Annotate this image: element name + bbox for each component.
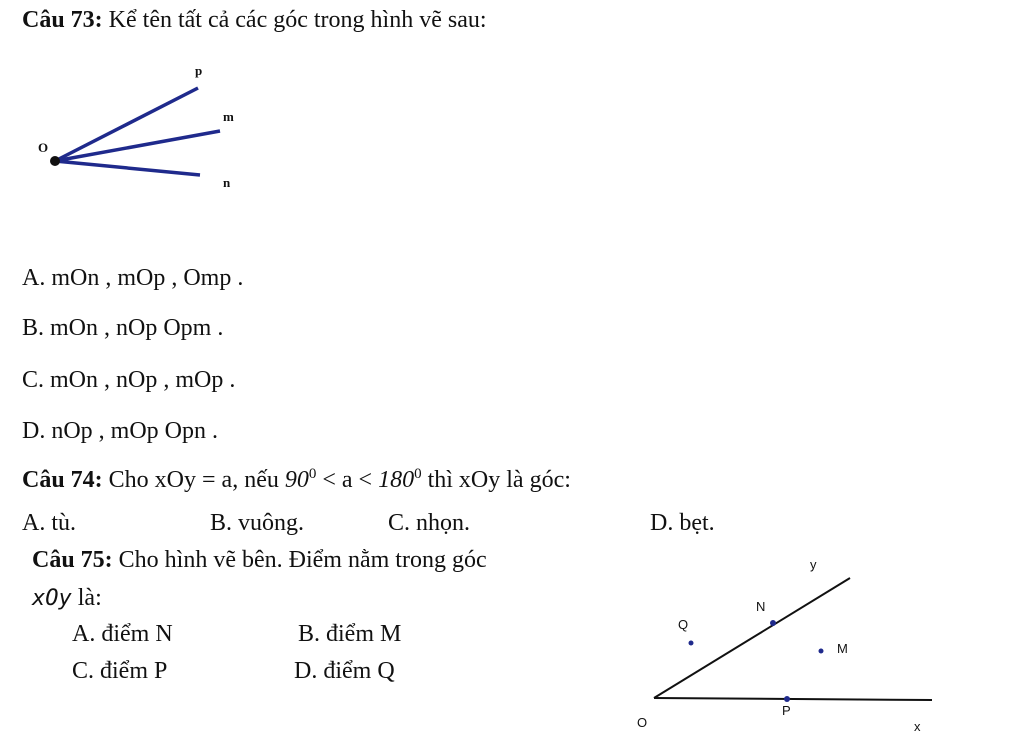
q75-option-c: C. điểm P (72, 658, 168, 684)
q74-text-a: Cho xOy = a, nếu (108, 467, 279, 493)
q74-sup-90: 0 (308, 466, 317, 482)
q73-option-c: C. mOn , nOp , mOp . (22, 367, 236, 393)
label-n: n (223, 175, 231, 190)
q74-sup-180: 0 (414, 466, 422, 482)
point-m-dot (819, 649, 824, 654)
q73-label: Câu 73: (22, 7, 103, 33)
label-y: y (810, 557, 817, 572)
q73-option-b: B. mOn , nOp Opm . (22, 315, 224, 341)
ray-on (55, 161, 200, 175)
q74-num-180: 180 (378, 467, 415, 493)
ray-op (55, 88, 198, 161)
ray-oy (654, 578, 850, 698)
vertex-o (50, 156, 60, 166)
q75-text: Cho hình vẽ bên. Điểm nằm trong góc (118, 547, 487, 573)
q74-question (22, 466, 571, 494)
q75-figure (637, 553, 940, 738)
q74-text-b: thì xOy là góc: (427, 467, 571, 493)
label-o: O (38, 140, 49, 155)
q73-option-d: D. nOp , mOp Opn . (22, 418, 218, 444)
label-m: m (223, 109, 234, 124)
q74-inequality: < a < (322, 467, 373, 493)
point-q-dot (689, 641, 694, 646)
q74-option-c: C. nhọn. (388, 510, 471, 536)
q74-num-90: 90 (284, 467, 309, 493)
point-p-dot (784, 696, 790, 702)
ray-om (55, 131, 220, 161)
q75-label: Câu 75: (32, 547, 113, 573)
q73-figure (20, 55, 280, 205)
label-p: p (195, 63, 203, 78)
label-m: M (837, 641, 848, 656)
q75-option-a: A. điểm N (72, 621, 173, 647)
label-p: P (782, 703, 791, 718)
q74-option-d: D. bẹt. (650, 510, 715, 536)
q73-option-a: A. mOn , mOp , Omp . (22, 265, 244, 291)
q75-text-tail: là: (77, 585, 102, 611)
q74-option-a: A. tù. (22, 510, 76, 536)
label-n: N (756, 599, 766, 614)
q73-title (22, 6, 487, 34)
q75-line2 (32, 584, 102, 613)
label-q: Q (678, 617, 689, 632)
label-o: O (637, 715, 648, 730)
q75-line1 (32, 546, 487, 574)
q75-angle-name: xOy (32, 586, 72, 611)
label-x: x (914, 719, 921, 734)
q75-option-b: B. điểm M (298, 621, 402, 647)
q74-label: Câu 74: (22, 467, 103, 493)
point-n-dot (770, 620, 776, 626)
q74-option-b: B. vuông. (210, 510, 305, 536)
q73-text: Kể tên tất cả các góc trong hình vẽ sau: (108, 7, 487, 33)
q75-option-d: D. điểm Q (294, 658, 395, 684)
ray-ox (654, 698, 932, 700)
